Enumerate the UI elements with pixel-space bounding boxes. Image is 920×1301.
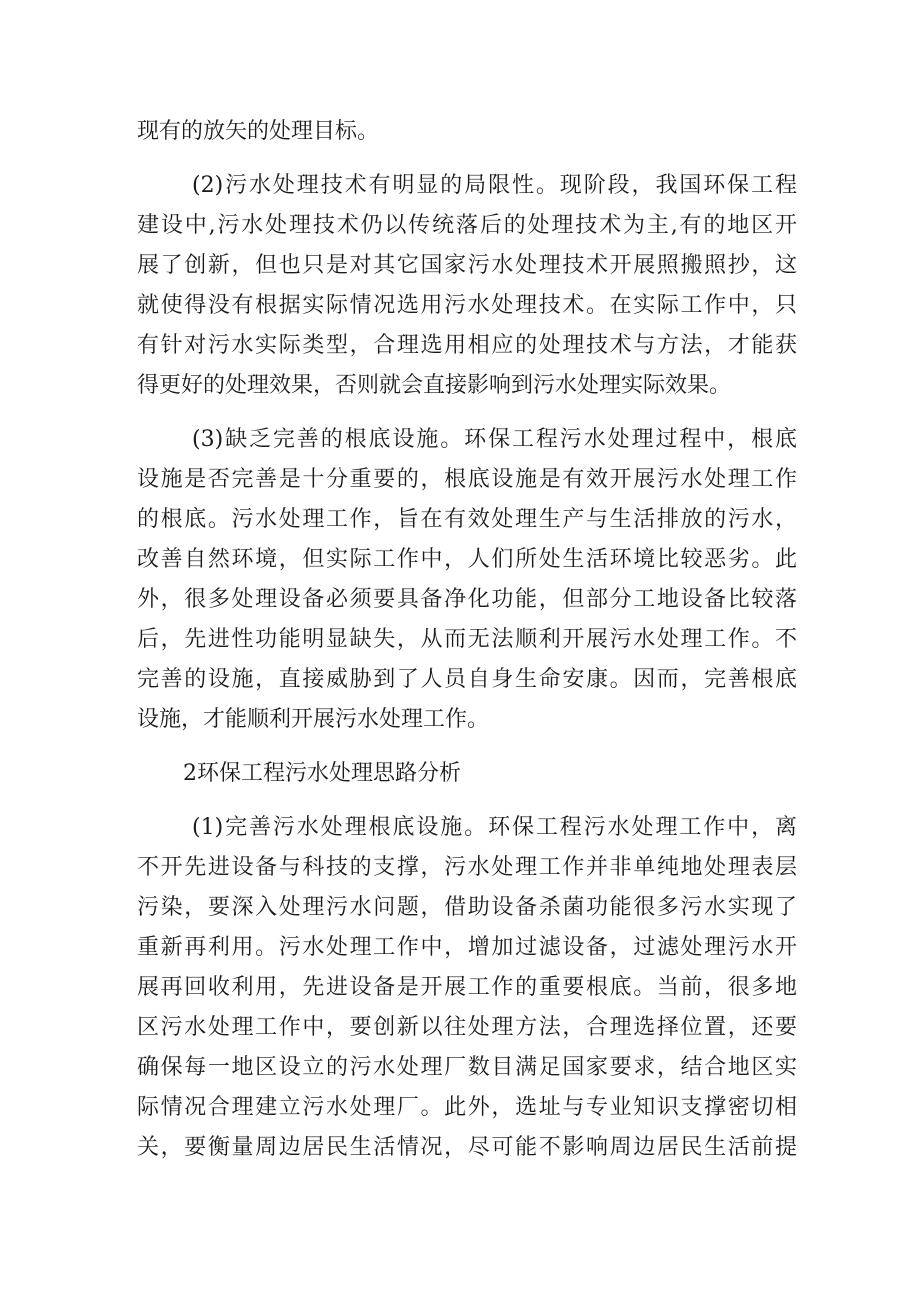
paragraph-3-line-8: 设施，才能顺利开展污水处理工作。 xyxy=(137,707,490,732)
paragraph-2-line-2: 建设中,污水处理技术仍以传统落后的处理技术为主,有的地区开 xyxy=(137,213,797,238)
paragraph-4-line-3: 污染，要深入处理污水问题，借助设备杀菌功能很多污水实现了 xyxy=(137,895,797,920)
paragraph-3-line-5: 外，很多处理设备必须要具备净化功能，但部分工地设备比较落 xyxy=(137,587,797,612)
paragraph-3-line-3: 的根底。污水处理工作，旨在有效处理生产与生活排放的污水， xyxy=(137,507,797,532)
paragraph-2-line-4: 就使得没有根据实际情况选用污水处理技术。在实际工作中，只 xyxy=(137,293,797,318)
section-heading: 2环保工程污水处理思路分析 xyxy=(183,761,461,786)
paragraph-4-line-2: 不开先进设备与科技的支撑，污水处理工作并非单纯地处理表层 xyxy=(137,855,797,880)
paragraph-1-tail: 现有的放矢的处理目标。 xyxy=(137,119,380,144)
paragraph-2-line-3: 展了创新，但也只是对其它国家污水处理技术开展照搬照抄，这 xyxy=(137,253,797,278)
paragraph-3-line-2: 设施是否完善是十分重要的，根底设施是有效开展污水处理工作 xyxy=(137,467,797,492)
paragraph-4-line-9: 关，要衡量周边居民生活情况，尽可能不影响周边居民生活前提 xyxy=(137,1135,797,1160)
paragraph-3-line-1: (3)缺乏完善的根底设施。环保工程污水处理过程中，根底 xyxy=(192,427,797,452)
paragraph-2-line-5: 有针对污水实际类型，合理选用相应的处理技术与方法，才能获 xyxy=(137,333,797,358)
paragraph-4-line-8: 际情况合理建立污水处理厂。此外，选址与专业知识支撑密切相 xyxy=(137,1095,797,1120)
paragraph-4-line-1: (1)完善污水处理根底设施。环保工程污水处理工作中，离 xyxy=(192,815,797,840)
paragraph-2-line-6: 得更好的处理效果，否则就会直接影响到污水处理实际效果。 xyxy=(137,373,732,398)
paragraph-3-line-4: 改善自然环境，但实际工作中，人们所处生活环境比较恶劣。此 xyxy=(137,547,797,572)
paragraph-2-line-1: (2)污水处理技术有明显的局限性。现阶段，我国环保工程 xyxy=(192,173,797,198)
paragraph-4-line-4: 重新再利用。污水处理工作中，增加过滤设备，过滤处理污水开 xyxy=(137,935,797,960)
paragraph-4-line-5: 展再回收利用，先进设备是开展工作的重要根底。当前，很多地 xyxy=(137,975,797,1000)
paragraph-3-line-6: 后，先进性功能明显缺失，从而无法顺利开展污水处理工作。不 xyxy=(137,627,797,652)
paragraph-3-line-7: 完善的设施，直接威胁到了人员自身生命安康。因而，完善根底 xyxy=(137,667,797,692)
paragraph-4-line-6: 区污水处理工作中，要创新以往处理方法，合理选择位置，还要 xyxy=(137,1015,797,1040)
paragraph-4-line-7: 确保每一地区设立的污水处理厂数目满足国家要求，结合地区实 xyxy=(137,1055,797,1080)
